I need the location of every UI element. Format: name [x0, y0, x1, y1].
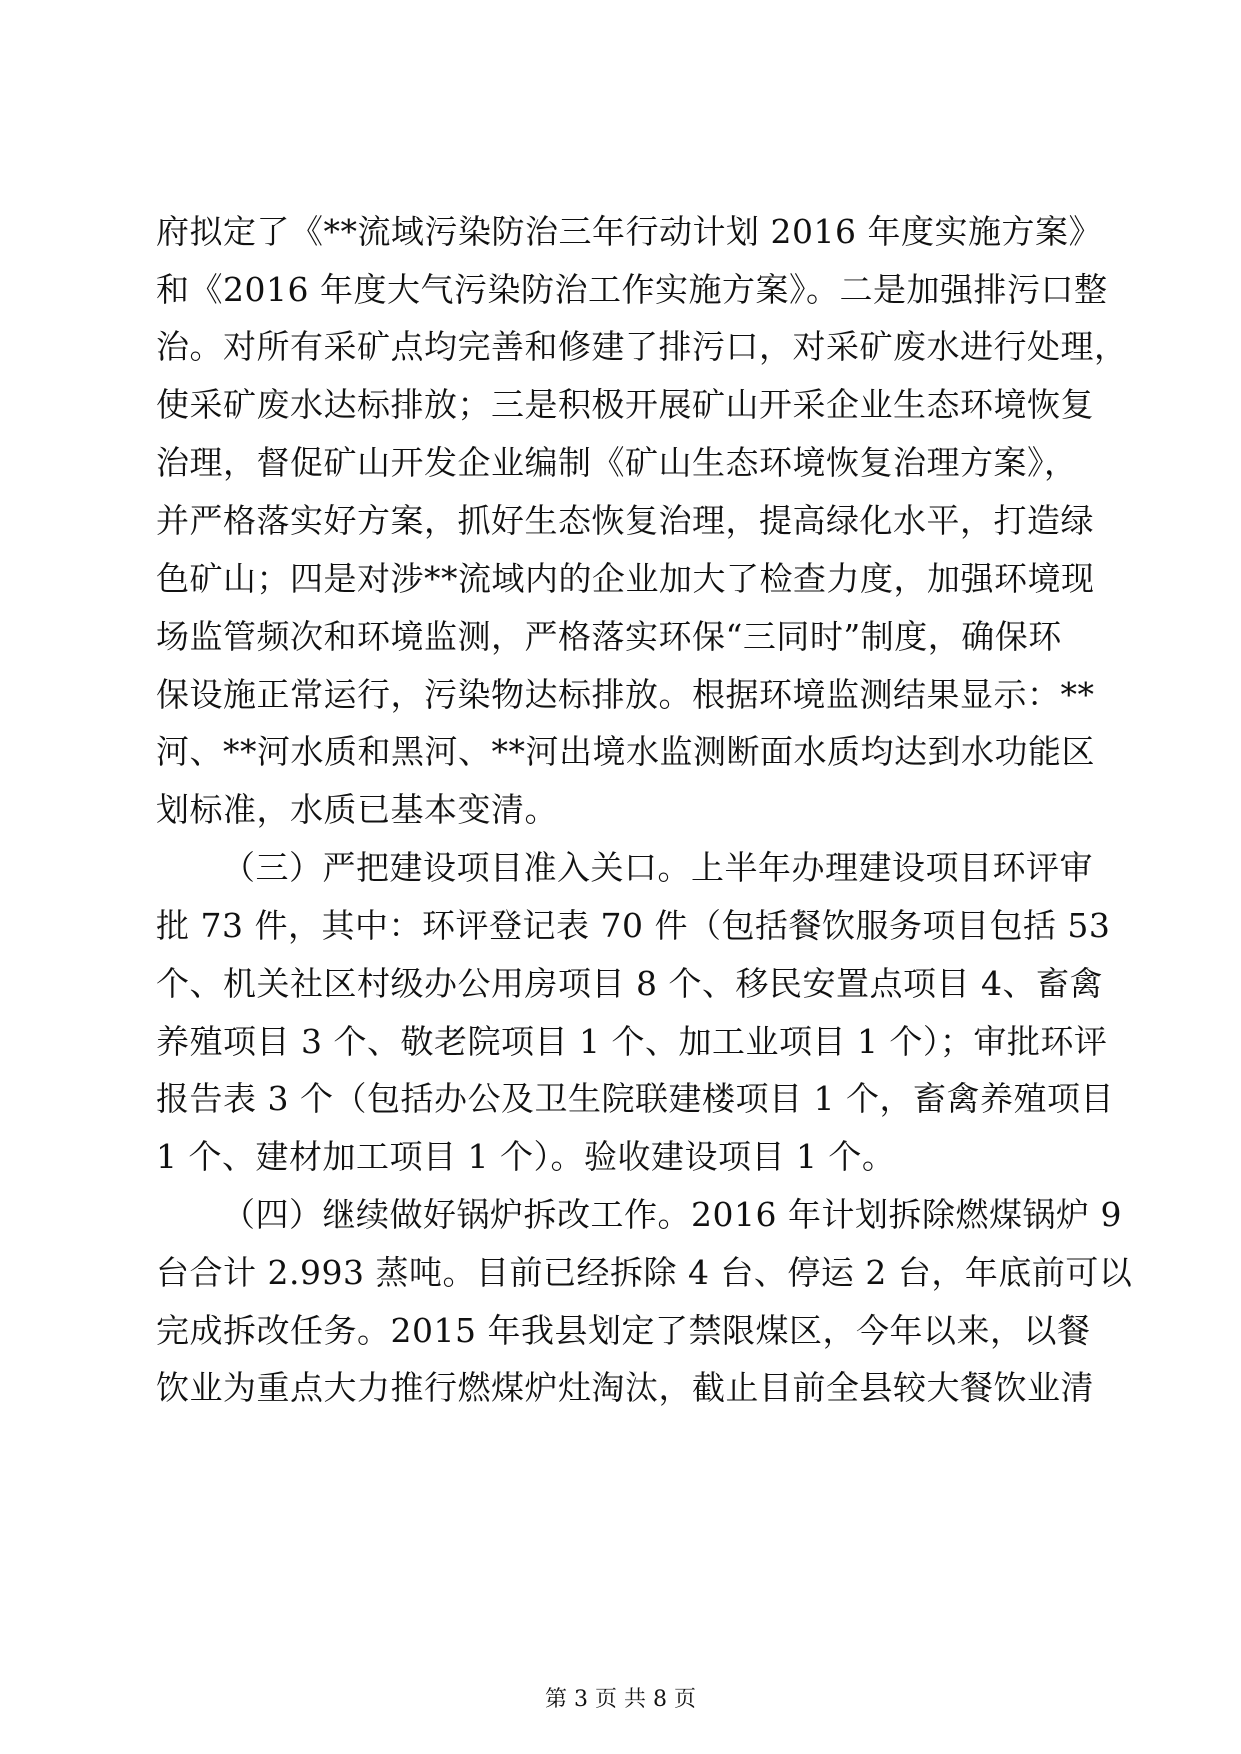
- body-text-line: 和《2016 年度大气污染防治工作实施方案》。二是加强排污口整: [156, 270, 1108, 309]
- section-heading-line: （三）严把建设项目准入关口。上半年办理建设项目环评审: [222, 848, 1093, 887]
- section-heading-line: （四）继续做好锅炉拆改工作。2016 年计划拆除燃煤锅炉 9: [222, 1195, 1122, 1234]
- body-text-line: 使采矿废水达标排放；三是积极开展矿山开采企业生态环境恢复: [156, 385, 1094, 424]
- body-text-line: 河、**河水质和黑河、**河出境水监测断面水质均达到水功能区: [156, 732, 1095, 771]
- body-text-line: 划标准，水质已基本变清。: [156, 790, 558, 829]
- body-text-line: 治。对所有采矿点均完善和修建了排污口，对采矿废水进行处理，: [156, 327, 1128, 366]
- body-text-line: 保设施正常运行，污染物达标排放。根据环境监测结果显示：**: [156, 675, 1095, 714]
- body-text-line: 治理，督促矿山开发企业编制《矿山生态环境恢复治理方案》，: [156, 443, 1078, 482]
- body-text-line: 批 73 件，其中：环评登记表 70 件（包括餐饮服务项目包括 53: [156, 906, 1111, 945]
- body-text-line: 1 个、建材加工项目 1 个）。验收建设项目 1 个。: [156, 1137, 896, 1176]
- body-text-line: 个、机关社区村级办公用房项目 8 个、移民安置点项目 4、畜禽: [156, 964, 1103, 1003]
- body-text-line: 色矿山；四是对涉**流域内的企业加大了检查力度，加强环境现: [156, 559, 1095, 598]
- body-text-line: 府拟定了《**流域污染防治三年行动计划 2016 年度实施方案》: [156, 212, 1102, 251]
- body-text-line: 场监管频次和环境监测，严格落实环保“三同时”制度，确保环: [156, 617, 1062, 656]
- body-text-line: 完成拆改任务。2015 年我县划定了禁限煤区，今年以来，以餐: [156, 1311, 1091, 1350]
- body-text-line: 养殖项目 3 个、敬老院项目 1 个、加工业项目 1 个）；审批环评: [156, 1022, 1108, 1061]
- body-text-line: 台合计 2.993 蒸吨。目前已经拆除 4 台、停运 2 台，年底前可以: [156, 1253, 1133, 1292]
- body-text-line: 并严格落实好方案，抓好生态恢复治理，提高绿化水平，打造绿: [156, 501, 1094, 540]
- body-text-line: 饮业为重点大力推行燃煤炉灶淘汰，截止目前全县较大餐饮业清: [156, 1368, 1094, 1407]
- page-number-footer: 第 3 页 共 8 页: [545, 1687, 696, 1712]
- body-text-line: 报告表 3 个（包括办公及卫生院联建楼项目 1 个，畜禽养殖项目: [156, 1079, 1114, 1118]
